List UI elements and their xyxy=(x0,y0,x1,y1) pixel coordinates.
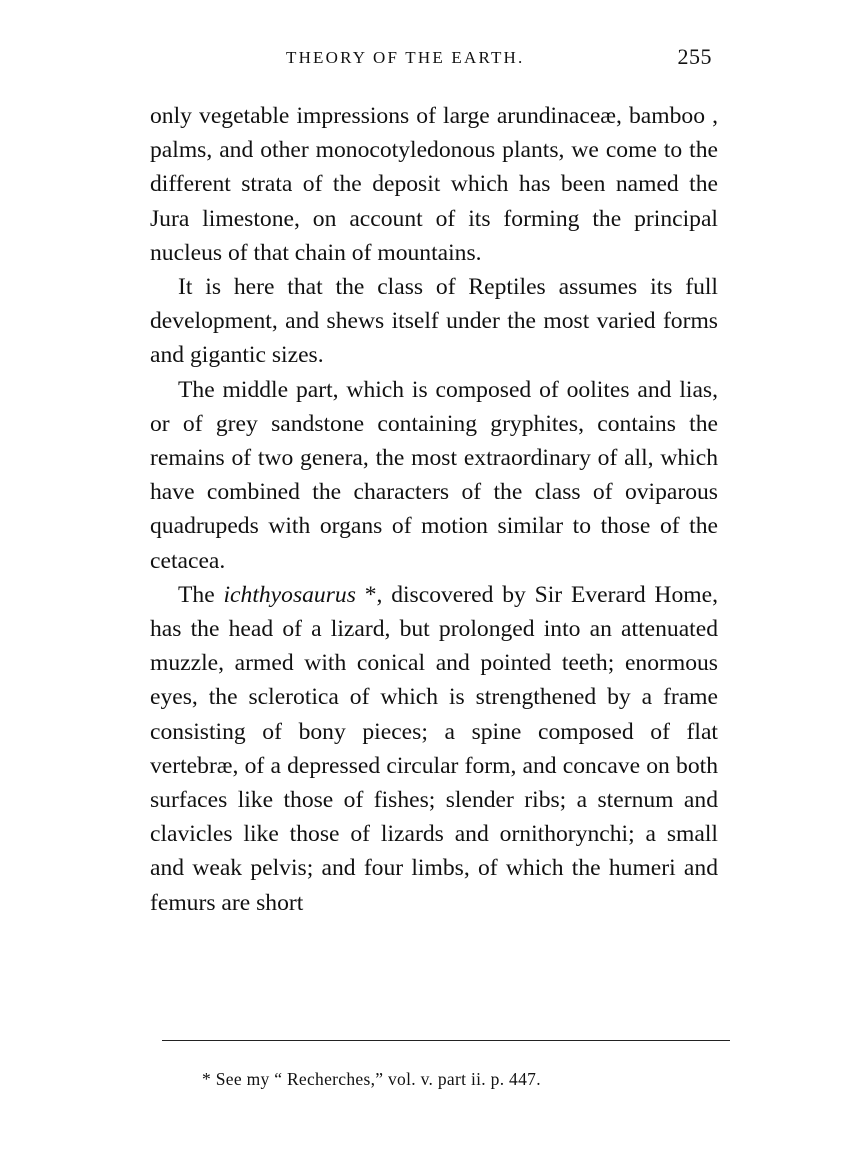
paragraph-rest: *, discovered by Sir Everard Home, has the head of a lizard, but prolonged into an attenuated muzzle, armed with conical and pointed teeth; enormous eyes, the sclerotica of which is strengthened by a frame consisting of bony pieces; a spine composed of flat vertebræ, of a depressed circular form, and concave on both surfaces like those of fishes; slender ribs; a sternum and clavicles like those of lizards and ornithorynchi; a small and weak pelvis; and four limbs, of which the humeri and femurs are short xyxy=(150,581,718,916)
paragraph-reptiles: It is here that the class of Reptiles assumes its full development, and shews itself under the most varied forms and gigantic sizes. xyxy=(150,274,718,369)
paragraph-ichthyosaurus xyxy=(150,578,718,920)
footnote-rule xyxy=(162,1040,730,1041)
paragraph-middle-part: The middle part, which is composed of oolites and lias, or of grey sandstone containing gryphites, contains the remains of two genera, the most extraordinary of all, which have combined the characters of the class of oviparous quadrupeds with organs of motion similar to those of the cetacea. xyxy=(150,376,718,574)
running-title: THEORY OF THE EARTH. xyxy=(286,48,525,67)
running-head xyxy=(150,44,718,74)
paragraph-lead: The xyxy=(178,581,224,608)
body-text xyxy=(150,99,718,920)
footnote: * See my “ Recherches,” vol. v. part ii. p. 447. xyxy=(202,1069,541,1089)
paragraph-continuation: only vegetable impressions of large arundinaceæ, bamboo , palms, and other monocotyledonous plants, we come to the different strata of the deposit which has been named the Jura limestone, on account of its forming the principal nucleus of that chain of mountains. xyxy=(150,103,718,266)
genus-name: ichthyosaurus xyxy=(223,581,356,608)
page-number: 255 xyxy=(677,44,712,69)
book-page xyxy=(150,0,718,1150)
